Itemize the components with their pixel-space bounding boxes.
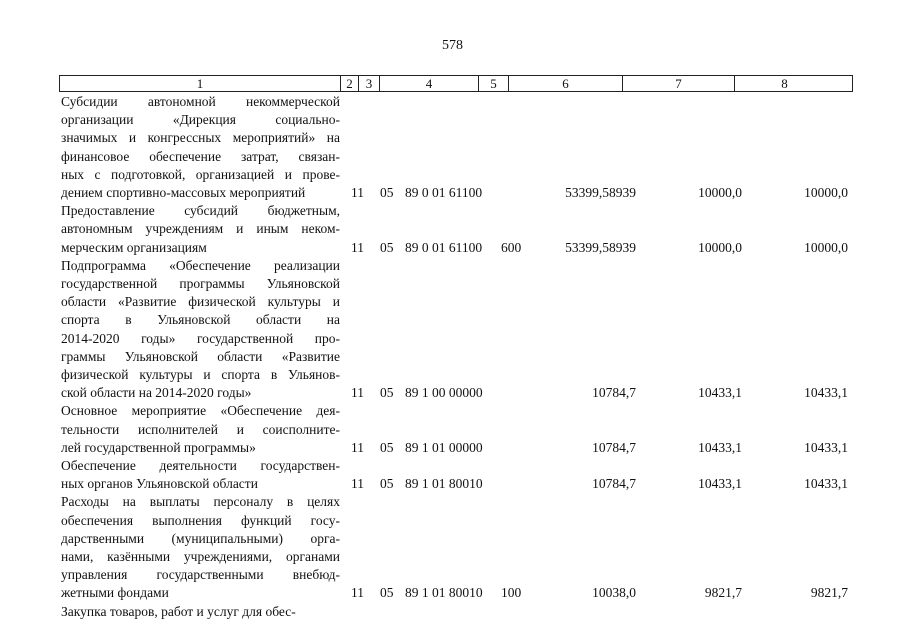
row-section-code: 11 xyxy=(351,585,364,601)
header-col-4: 4 xyxy=(380,76,479,91)
row-description-line: финансовое обеспечение затрат, связан- xyxy=(61,148,340,164)
row-description-line: ных органов Ульяновской области xyxy=(61,476,258,492)
row-target-article: 89 1 01 80010 xyxy=(405,585,483,601)
row-subsection-code: 05 xyxy=(380,439,394,455)
row-subsection-code: 05 xyxy=(380,476,394,492)
header-col-6: 6 xyxy=(509,76,623,91)
row-value-col6: 53399,58939 xyxy=(565,239,636,255)
row-value-col6: 53399,58939 xyxy=(565,185,636,200)
row-description-line: нами, казёнными учреждениями, органами xyxy=(61,549,340,564)
row-description-line: государственной программы Ульяновской xyxy=(61,276,340,291)
row-target-article: 89 1 01 00000 xyxy=(405,439,483,455)
row-subsection-code: 05 xyxy=(380,385,394,401)
row-value-col8: 10000,0 xyxy=(804,239,848,255)
row-description-line: автономным учреждениям и иным неком- xyxy=(61,221,340,237)
row-description-line: Расходы на выплаты персоналу в целях xyxy=(61,494,340,510)
row-value-col7: 10433,1 xyxy=(698,476,742,492)
row-description-line: жетными фондами xyxy=(61,585,169,601)
row-description-line: 2014-2020 годы» государственной про- xyxy=(61,330,340,346)
row-target-article: 89 1 01 80010 xyxy=(405,476,483,492)
row-description-line: обеспечения выполнения функций госу- xyxy=(61,512,340,528)
row-section-code: 11 xyxy=(351,439,364,455)
row-value-col6: 10038,0 xyxy=(592,585,636,601)
row-description-line: граммы Ульяновской области «Развитие xyxy=(61,348,340,364)
row-description-line: Подпрограмма «Обеспечение реализации xyxy=(61,257,340,273)
row-description-line: Закупка товаров, работ и услуг для обес- xyxy=(61,603,296,619)
row-expense-type: 600 xyxy=(501,239,522,255)
row-target-article: 89 0 01 61100 xyxy=(405,185,483,200)
page-number: 578 xyxy=(442,38,463,53)
row-description-line: организации «Дирекция социально- xyxy=(61,112,340,128)
row-target-article: 89 1 00 00000 xyxy=(405,385,483,401)
row-description-line: дением спортивно-массовых мероприятий xyxy=(61,185,306,200)
row-description-line: Основное мероприятие «Обеспечение дея- xyxy=(61,403,340,419)
row-section-code: 11 xyxy=(351,476,364,492)
row-value-col7: 10433,1 xyxy=(698,439,742,455)
row-value-col6: 10784,7 xyxy=(592,476,636,492)
row-value-col7: 10433,1 xyxy=(698,385,742,401)
table-header xyxy=(59,75,853,92)
row-description-line: дарственными (муниципальными) орга- xyxy=(61,530,340,546)
row-description-line: ской области на 2014-2020 годы» xyxy=(61,385,252,401)
row-value-col7: 9821,7 xyxy=(704,585,742,601)
header-col-3: 3 xyxy=(359,76,380,91)
row-subsection-code: 05 xyxy=(380,239,394,255)
row-value-col8: 10000,0 xyxy=(804,185,848,200)
row-section-code: 11 xyxy=(351,385,364,401)
row-description-line: тельности исполнителей и соисполните- xyxy=(61,421,340,437)
row-value-col7: 10000,0 xyxy=(698,239,742,255)
header-col-2: 2 xyxy=(341,76,359,91)
row-description-line: ных с подготовкой, организацией и прове- xyxy=(61,166,340,182)
row-value-col8: 10433,1 xyxy=(804,385,848,401)
header-col-1: 1 xyxy=(60,76,341,91)
row-description-line: лей государственной программы» xyxy=(61,439,256,455)
row-description-line: спорта в Ульяновской области на xyxy=(61,312,340,328)
row-subsection-code: 05 xyxy=(380,185,394,200)
row-section-code: 11 xyxy=(351,185,364,200)
row-description-line: Субсидии автономной некоммерческой xyxy=(61,94,340,109)
row-expense-type: 100 xyxy=(501,585,522,601)
row-description-line: физической культуры и спорта в Ульянов- xyxy=(61,367,340,382)
row-value-col6: 10784,7 xyxy=(592,439,636,455)
row-target-article: 89 0 01 61100 xyxy=(405,239,483,255)
header-col-8: 8 xyxy=(781,76,788,91)
row-description-line: значимых и конгрессных мероприятий» на xyxy=(61,130,340,146)
row-description-line: Предоставление субсидий бюджетным, xyxy=(61,203,340,219)
row-description-line: мерческим организациям xyxy=(61,239,207,255)
row-value-col8: 10433,1 xyxy=(804,476,848,492)
header-col-7: 7 xyxy=(623,76,735,91)
row-value-col8: 10433,1 xyxy=(804,439,848,455)
row-description-line: области «Развитие физической культуры и xyxy=(61,294,340,310)
row-subsection-code: 05 xyxy=(380,585,394,601)
row-value-col7: 10000,0 xyxy=(698,185,742,200)
row-value-col8: 9821,7 xyxy=(810,585,848,601)
row-value-col6: 10784,7 xyxy=(592,385,636,401)
row-description-line: Обеспечение деятельности государствен- xyxy=(61,458,340,473)
header-col-5: 5 xyxy=(479,76,509,91)
row-description-line: управления государственными внебюд- xyxy=(61,567,340,583)
row-section-code: 11 xyxy=(351,239,364,255)
